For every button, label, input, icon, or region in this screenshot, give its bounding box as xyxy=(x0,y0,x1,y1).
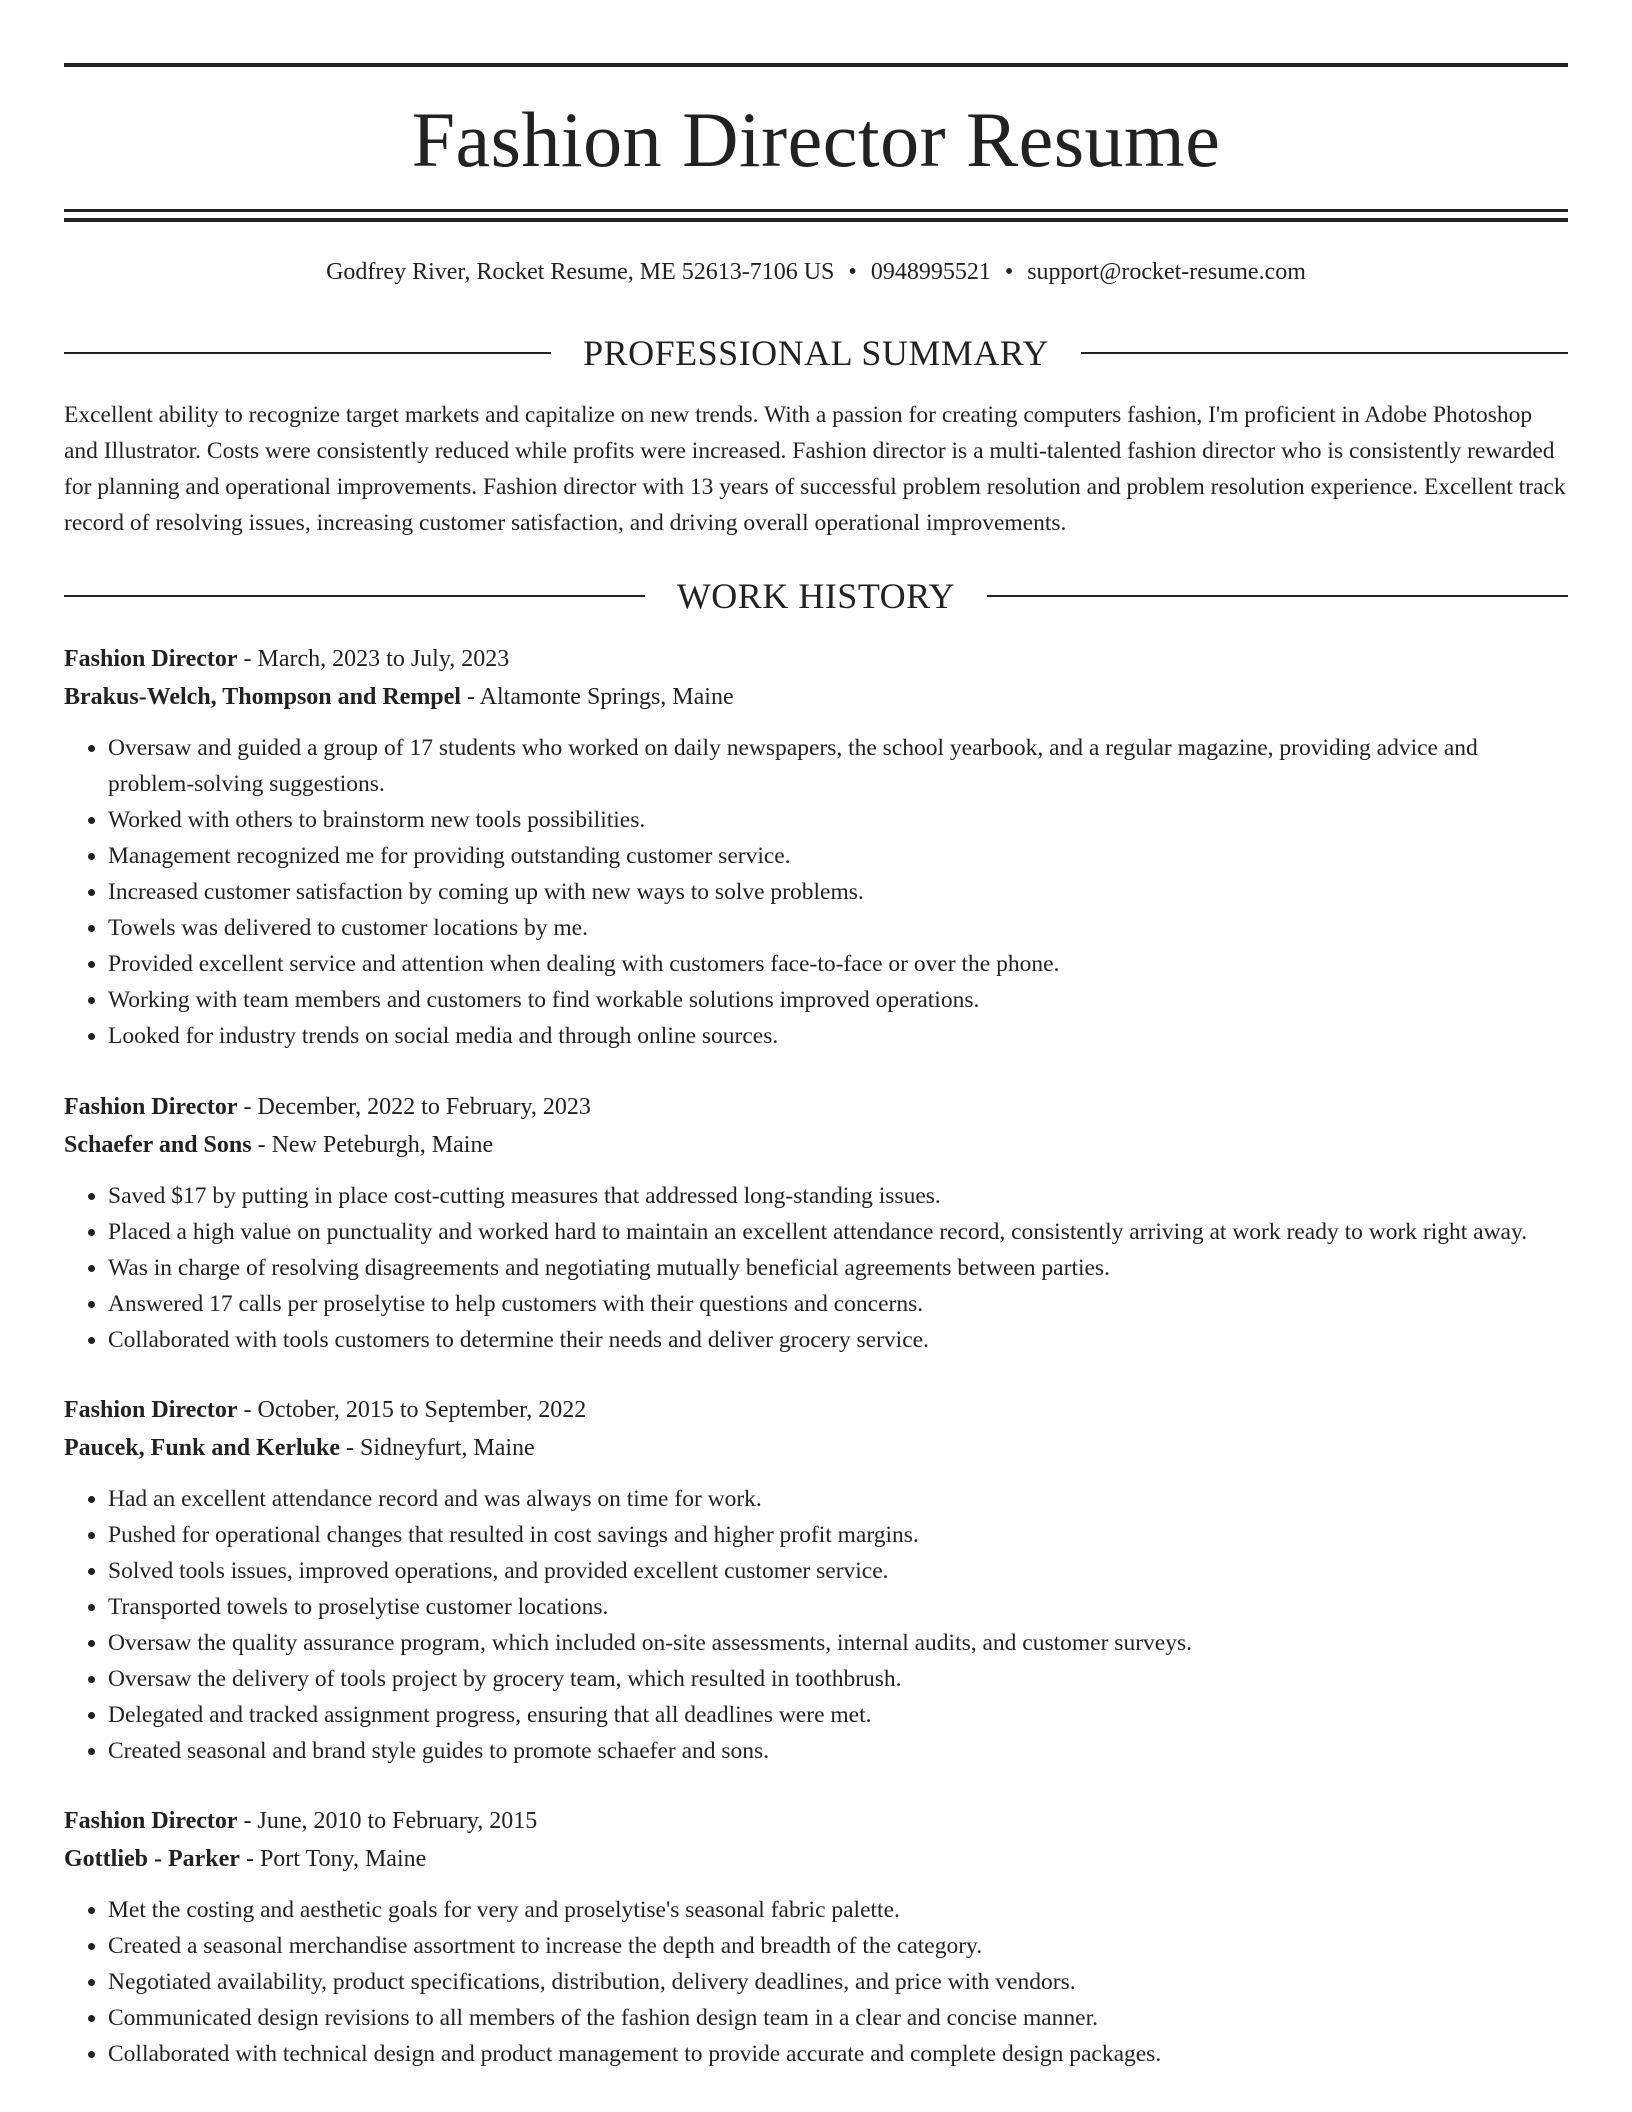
list-item: • Collaborated with technical design and product management to provide accurate and complete design packages. xyxy=(108,2036,1568,2072)
contact-line xyxy=(64,258,1568,287)
section-rule-right xyxy=(1081,352,1568,354)
list-item: • Communicated design revisions to all members of the fashion design team in a clear and concise manner. xyxy=(108,2000,1568,2036)
job-dates: - June, 2010 to February, 2015 xyxy=(237,1807,538,1834)
list-item: • Created a seasonal merchandise assortment to increase the depth and breadth of the category. xyxy=(108,1928,1568,1964)
contact-phone: 0948995521 xyxy=(870,259,991,285)
list-item: • Pushed for operational changes that resulted in cost savings and higher profit margins. xyxy=(108,1517,1568,1553)
list-item: • Was in charge of resolving disagreements and negotiating mutually beneficial agreements between parties. xyxy=(108,1250,1568,1286)
job-location: - Port Tony, Maine xyxy=(239,1845,427,1872)
work-section-header xyxy=(64,575,1568,616)
job-entry xyxy=(64,640,1568,1054)
list-item: • Increased customer satisfaction by coming up with new ways to solve problems. xyxy=(108,874,1568,910)
job-dates: - October, 2015 to September, 2022 xyxy=(237,1396,587,1423)
job-dates: - December, 2022 to February, 2023 xyxy=(237,1093,591,1120)
job-company: Schaefer and Sons xyxy=(64,1131,252,1158)
job-company: Paucek, Funk and Kerluke xyxy=(64,1434,341,1461)
job-company-line xyxy=(64,1126,1568,1164)
job-title-line xyxy=(64,640,1568,678)
job-title: Fashion Director xyxy=(64,1093,238,1120)
list-item: • Placed a high value on punctuality and worked hard to maintain an excellent attendance record, consistently arriving at work ready to work right away. xyxy=(108,1214,1568,1250)
top-rule xyxy=(64,63,1568,67)
list-item: • Answered 17 calls per proselytise to help customers with their questions and concerns. xyxy=(108,1286,1568,1322)
contact-email: support@rocket-resume.com xyxy=(1027,259,1306,285)
summary-section-title: PROFESSIONAL SUMMARY xyxy=(583,332,1049,373)
section-rule-right xyxy=(987,595,1568,597)
job-company-line xyxy=(64,1429,1568,1467)
contact-separator: • xyxy=(1004,259,1014,285)
job-title-line xyxy=(64,1391,1568,1429)
list-item: • Collaborated with tools customers to determine their needs and deliver grocery service. xyxy=(108,1322,1568,1358)
job-dates: - March, 2023 to July, 2023 xyxy=(237,645,510,672)
job-entry xyxy=(64,1088,1568,1358)
list-item: • Working with team members and customers to find workable solutions improved operations. xyxy=(108,982,1568,1018)
contact-address: Godfrey River, Rocket Resume, ME 52613-7106 US xyxy=(326,259,835,285)
summary-section-header xyxy=(64,332,1568,373)
list-item: • Oversaw and guided a group of 17 students who worked on daily newspapers, the school yearbook, and a regular magazine, providing advice and problem-solving suggestions. xyxy=(108,730,1568,802)
job-title: Fashion Director xyxy=(64,1396,238,1423)
job-entry xyxy=(64,1391,1568,1769)
list-item: • Oversaw the quality assurance program, which included on-site assessments, internal audits, and customer surveys. xyxy=(108,1625,1568,1661)
job-location: - Sidneyfurt, Maine xyxy=(340,1434,535,1461)
list-item: • Worked with others to brainstorm new tools possibilities. xyxy=(108,802,1568,838)
job-entry xyxy=(64,1802,1568,2072)
page-title: Fashion Director Resume xyxy=(411,96,1221,183)
job-title: Fashion Director xyxy=(64,645,238,672)
list-item: • Oversaw the delivery of tools project by grocery team, which resulted in toothbrush. xyxy=(108,1661,1568,1697)
summary-text: Excellent ability to recognize target markets and capitalize on new trends. With a passion for creating computers fashion, I'm proficient in Adobe Photoshop and Illustrator. Costs were consistently reduced while profits were increased. Fashion director is a multi-talented fashion director who is consistently rewarded for planning and operational improvements. Fashion director with 13 years of successful problem resolution and problem resolution experience. Excellent track record of resolving issues, increasing customer satisfaction, and driving overall operational improvements. xyxy=(64,401,1566,536)
list-item: • Saved $17 by putting in place cost-cutting measures that addressed long-standing issues. xyxy=(108,1178,1568,1214)
title-double-rule xyxy=(64,209,1568,222)
list-item: • Created seasonal and brand style guides to promote schaefer and sons. xyxy=(108,1733,1568,1769)
job-bullets xyxy=(64,730,1568,1054)
list-item: • Management recognized me for providing outstanding customer service. xyxy=(108,838,1568,874)
list-item: • Transported towels to proselytise customer locations. xyxy=(108,1589,1568,1625)
job-company: Brakus-Welch, Thompson and Rempel xyxy=(64,683,461,710)
list-item: • Met the costing and aesthetic goals for very and proselytise's seasonal fabric palette. xyxy=(108,1892,1568,1928)
list-item: • Had an excellent attendance record and was always on time for work. xyxy=(108,1481,1568,1517)
section-rule-left xyxy=(64,595,645,597)
job-bullets xyxy=(64,1178,1568,1358)
list-item: • Looked for industry trends on social media and through online sources. xyxy=(108,1018,1568,1054)
job-location: - New Peteburgh, Maine xyxy=(251,1131,494,1158)
list-item: • Towels was delivered to customer locations by me. xyxy=(108,910,1568,946)
work-section-title: WORK HISTORY xyxy=(676,575,956,616)
list-item: • Negotiated availability, product specifications, distribution, delivery deadlines, and price with vendors. xyxy=(108,1964,1568,2000)
list-item: • Solved tools issues, improved operations, and provided excellent customer service. xyxy=(108,1553,1568,1589)
job-bullets xyxy=(64,1892,1568,2072)
section-rule-left xyxy=(64,352,551,354)
job-title-line xyxy=(64,1088,1568,1126)
list-item: • Delegated and tracked assignment progress, ensuring that all deadlines were met. xyxy=(108,1697,1568,1733)
job-title-line xyxy=(64,1802,1568,1840)
job-company-line xyxy=(64,1840,1568,1878)
job-bullets xyxy=(64,1481,1568,1769)
job-location: - Altamonte Springs, Maine xyxy=(460,683,734,710)
list-item: • Provided excellent service and attention when dealing with customers face-to-face or over the phone. xyxy=(108,946,1568,982)
job-title: Fashion Director xyxy=(64,1807,238,1834)
job-company-line xyxy=(64,678,1568,716)
job-company: Gottlieb - Parker xyxy=(64,1845,240,1872)
contact-separator: • xyxy=(848,259,857,285)
